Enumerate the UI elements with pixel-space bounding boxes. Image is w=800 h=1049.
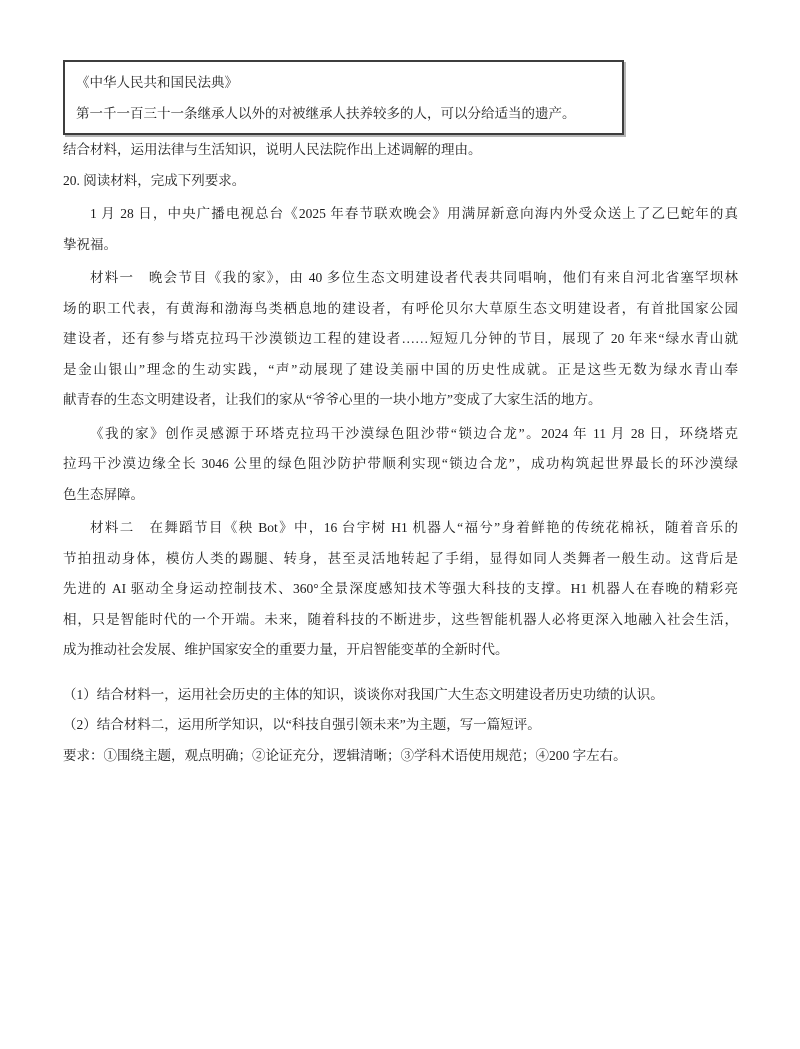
law-source-title: 《中华人民共和国民法典》: [76, 75, 238, 90]
material2-paragraph: [63, 513, 738, 666]
material2-line: 成为推动社会发展、维护国家安全的重要力量，开启智能变革的全新时代。: [63, 642, 509, 657]
q20-intro-paragraph: [63, 199, 738, 260]
material1-continued-paragraph: [63, 419, 738, 511]
q20-sub-question-2: （2）结合材料二，运用所学知识，以“科技自强引领未来”为主题，写一篇短评。: [63, 717, 541, 732]
material1-cont-line: 色生态屏障。: [63, 486, 144, 502]
material2-line: 先进的 AI 驱动全身运动控制技术、360°全景深度感知技术等强大科技的支撑。H1 机器人在春晚的精彩亮: [63, 581, 738, 596]
q20-requirements: 要求：①围绕主题，观点明确；②论证充分，逻辑清晰；③学科术语使用规范；④200 字左右。: [63, 747, 627, 763]
q20-intro-line: 1 月 28 日，中央广播电视总台《2025 年春节联欢晚会》用满屏新意向海内外受众送上了乙巳蛇年的真: [90, 206, 738, 221]
material2-line: 节拍扭动身体，模仿人类的踢腿、转身，甚至灵活地转起了手绢，显得如同人类舞者一般生动。这背后是: [63, 550, 738, 566]
q20-heading: 20. 阅读材料，完成下列要求。: [63, 172, 246, 188]
material1-line: 献青春的生态文明建设者，让我们的家从“爷爷心里的一块小地方”变成了大家生活的地方。: [63, 392, 602, 407]
law-article-text: 第一千一百三十一条继承人以外的对被继承人扶养较多的人，可以分给适当的遗产。: [76, 106, 576, 121]
material2-line: 材料二 在舞蹈节目《秧 Bot》中，16 台宇树 H1 机器人“福兮”身着鲜艳的传统花棉袄，随着音乐的: [90, 520, 738, 535]
civil-code-excerpt-box: [63, 60, 624, 135]
material1-cont-line: 拉玛干沙漠边缘全长 3046 公里的绿色阻沙防护带顺利实现“锁边合龙”，成功构筑起世界最长的环沙漠绿: [63, 456, 738, 471]
material1-paragraph: [63, 263, 738, 416]
material1-line: 材料一 晚会节目《我的家》，由 40 多位生态文明建设者代表共同唱响，他们有来自河北省塞罕坝林: [90, 270, 738, 285]
q20-intro-line: 挚祝福。: [63, 236, 117, 252]
material2-line: 相，只是智能时代的一个开端。未来，随着科技的不断进步，这些智能机器人必将更深入地融入社会生活，: [63, 611, 738, 627]
q19-followup-prompt: 结合材料，运用法律与生活知识，说明人民法院作出上述调解的理由。: [63, 142, 482, 157]
material1-line: 建设者，还有参与塔克拉玛干沙漠锁边工程的建设者……短短几分钟的节目，展现了 20 年来“绿水青山就: [63, 331, 738, 346]
q20-sub-question-1: （1）结合材料一，运用社会历史的主体的知识，谈谈你对我国广大生态文明建设者历史功绩的认识。: [63, 686, 664, 702]
material1-cont-line: 《我的家》创作灵感源于环塔克拉玛干沙漠绿色阻沙带“锁边合龙”。2024 年 11 月 28 日，环绕塔克: [90, 425, 738, 441]
q20-sub-questions: [63, 680, 738, 772]
material1-line: 场的职工代表，有黄海和渤海鸟类栖息地的建设者，有呼伦贝尔大草原生态文明建设者，有首批国家公园: [63, 300, 738, 316]
material1-line: 是金山银山”理念的生动实践，“声”动展现了建设美丽中国的历史性成就。正是这些无数为绿水青山奉: [63, 361, 738, 377]
